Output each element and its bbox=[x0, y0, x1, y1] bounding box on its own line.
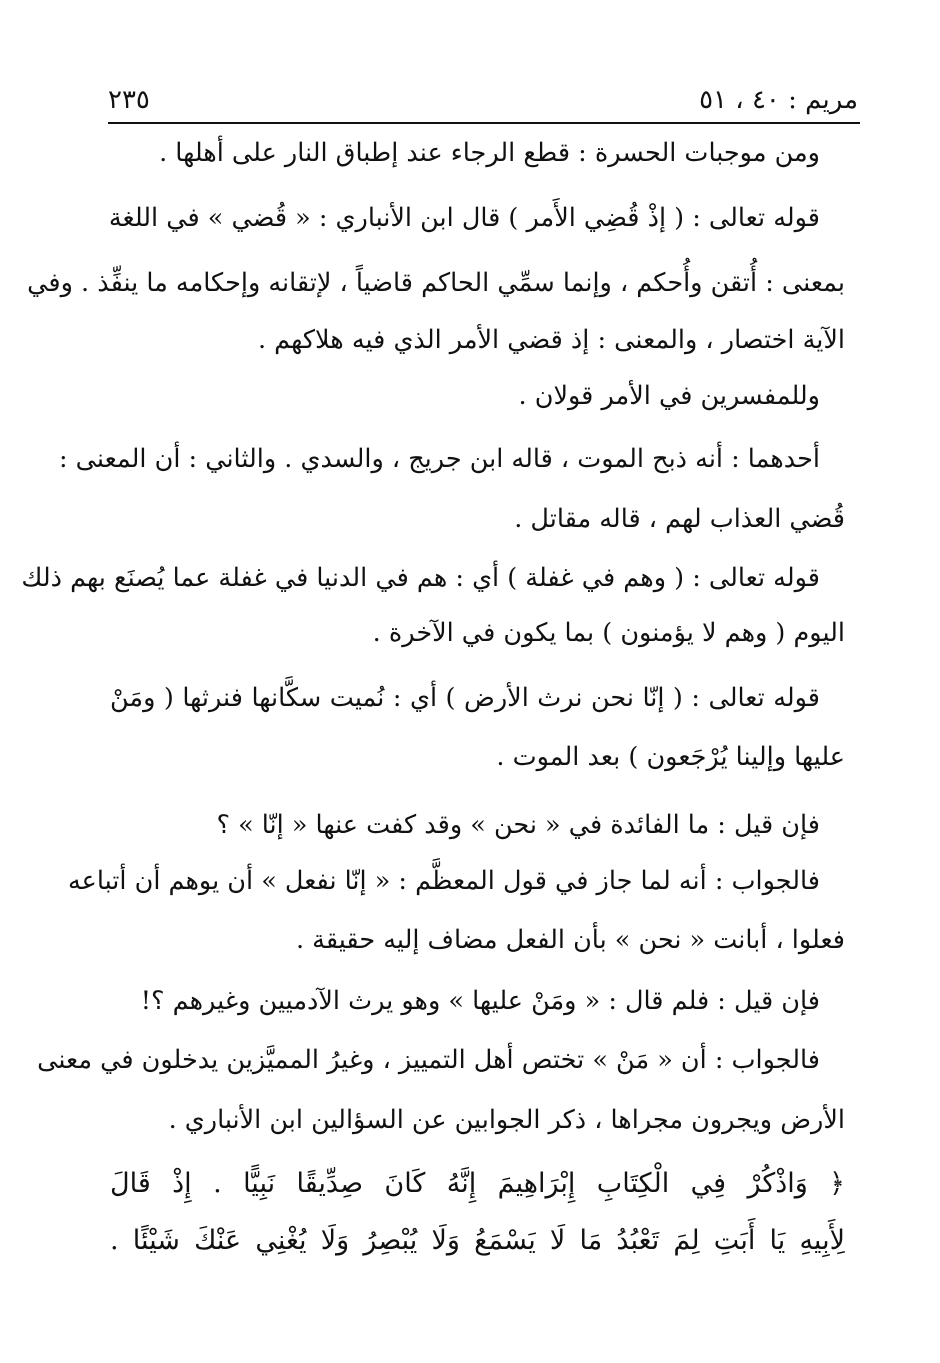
text-line-2: قوله تعالى : ( إذْ قُضِي الأَمر ) قال ابن الأنباري : « قُضي » في اللغة bbox=[108, 203, 820, 233]
text-line-10: قوله تعالى : ( إنّا نحن نرث الأرض ) أي : نُميت سكَّانها فنرثها ( ومَنْ bbox=[110, 683, 820, 713]
text-line-13: فالجواب : أنه لما جاز في قول المعظَّم : « إنّا نفعل » أن يوهم أن أتباعه bbox=[67, 866, 820, 896]
text-line-4: الآية اختصار ، والمعنى : إذ قضي الأمر الذي فيه هلاكهم . bbox=[257, 325, 845, 355]
text-line-17: الأرض ويجرون مجراها ، ذكر الجوابين عن السؤالين ابن الأنباري . bbox=[168, 1105, 845, 1135]
text-line-8: قوله تعالى : ( وهم في غفلة ) أي : هم في الدنيا في غفلة عما يُصنَع بهم ذلك bbox=[21, 563, 820, 593]
page-header bbox=[108, 80, 858, 120]
text-line-1: ومن موجبات الحسرة : قطع الرجاء عند إطباق النار على أهلها . bbox=[159, 138, 820, 168]
surah-verse-title: مريم : ٤٠ ، ٥١ bbox=[699, 85, 858, 115]
text-line-6: أحدهما : أنه ذبح الموت ، قاله ابن جريج ، والسدي . والثاني : أن المعنى : bbox=[58, 444, 820, 474]
text-line-12: فإن قيل : ما الفائدة في « نحن » وقد كفت عنها « إنّا » ؟ bbox=[216, 810, 820, 840]
text-line-14: فعلوا ، أبانت « نحن » بأن الفعل مضاف إليه حقيقة . bbox=[295, 925, 845, 955]
quran-verse-line-2: لِأَبِيهِ يَا أَبَتِ لِمَ تَعْبُدُ مَا لَا يَسْمَعُ وَلَا يُبْصِرُ وَلَا يُغْنِي عَنْكَ شَيْئًا . bbox=[110, 1225, 845, 1256]
text-line-3: بمعنى : أُتقن وأُحكم ، وإنما سمِّي الحاكم قاضياً ، لإتقانه وإحكامه ما ينفِّذ . وفي bbox=[27, 268, 845, 298]
text-line-9: اليوم ( وهم لا يؤمنون ) بما يكون في الآخرة . bbox=[372, 618, 845, 648]
text-line-16: فالجواب : أن « مَنْ » تختص أهل التمييز ، وغيرُ المميَّزين يدخلون في معنى bbox=[37, 1045, 820, 1075]
page-number: ٢٣٥ bbox=[108, 85, 150, 115]
text-line-5: وللمفسرين في الأمر قولان . bbox=[518, 381, 820, 411]
quran-verse-line-1: ﴿ وَاذْكُرْ فِي الْكِتَابِ إِبْرَاهِيمَ إِنَّهُ كَانَ صِدِّيقًا نَبِيًّا . إِذْ قَالَ bbox=[110, 1168, 845, 1199]
text-line-11: عليها وإلينا يُرْجَعون ) بعد الموت . bbox=[496, 742, 845, 772]
header-rule bbox=[108, 122, 860, 124]
text-line-7: قُضي العذاب لهم ، قاله مقاتل . bbox=[514, 504, 845, 534]
text-line-15: فإن قيل : فلم قال : « ومَنْ عليها » وهو يرث الآدميين وغيرهم ؟! bbox=[140, 986, 820, 1016]
